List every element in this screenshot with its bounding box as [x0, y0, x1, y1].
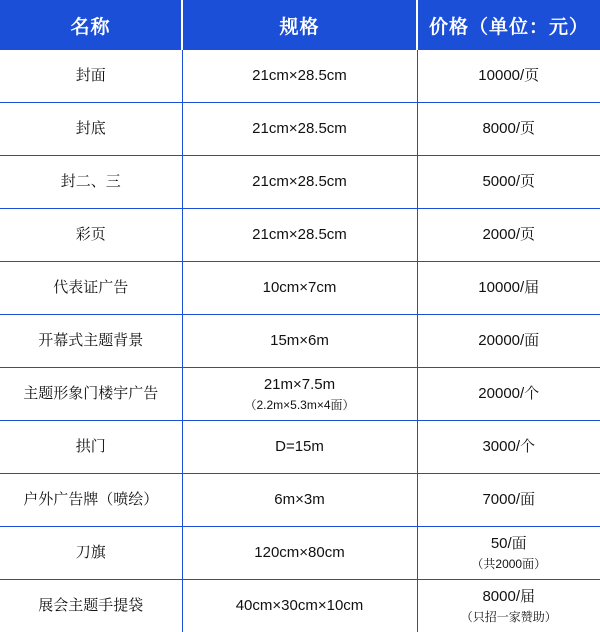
cell-spec-main: 21m×7.5m	[187, 375, 413, 395]
cell-price-main: 8000/页	[422, 119, 597, 139]
cell-price	[417, 527, 600, 580]
column-header-price: 价格（单位：元）	[417, 0, 600, 50]
table-row	[0, 262, 600, 315]
cell-spec-main: 21cm×28.5cm	[187, 225, 413, 245]
cell-spec-main: 10cm×7cm	[187, 278, 413, 298]
cell-spec-main: 21cm×28.5cm	[187, 119, 413, 139]
table-row	[0, 315, 600, 368]
cell-price-main: 5000/页	[422, 172, 597, 192]
cell-name: 展会主题手提袋	[0, 580, 182, 632]
cell-spec	[182, 156, 417, 209]
cell-name: 彩页	[0, 209, 182, 262]
table-row	[0, 50, 600, 103]
cell-price	[417, 421, 600, 474]
table-row	[0, 209, 600, 262]
cell-price-sub: （共2000面）	[422, 556, 597, 572]
cell-price-main: 3000/个	[422, 437, 597, 457]
cell-price	[417, 103, 600, 156]
table-row	[0, 580, 600, 632]
cell-price-main: 2000/页	[422, 225, 597, 245]
table-row	[0, 527, 600, 580]
cell-spec	[182, 262, 417, 315]
table-row	[0, 156, 600, 209]
cell-price-main: 10000/页	[422, 66, 597, 86]
cell-spec	[182, 527, 417, 580]
cell-name: 代表证广告	[0, 262, 182, 315]
cell-price	[417, 474, 600, 527]
cell-spec-main: 21cm×28.5cm	[187, 172, 413, 192]
cell-spec	[182, 50, 417, 103]
table-row	[0, 421, 600, 474]
cell-spec-main: 120cm×80cm	[187, 543, 413, 563]
cell-spec	[182, 103, 417, 156]
cell-price	[417, 50, 600, 103]
cell-name: 封二、三	[0, 156, 182, 209]
cell-spec	[182, 580, 417, 632]
table-body	[0, 50, 600, 632]
table-row	[0, 368, 600, 421]
cell-price-sub: （只招一家赞助）	[422, 609, 597, 625]
cell-name: 封底	[0, 103, 182, 156]
cell-spec	[182, 209, 417, 262]
cell-spec	[182, 474, 417, 527]
column-header-spec: 规格	[182, 0, 417, 50]
cell-price	[417, 209, 600, 262]
cell-spec-sub: （2.2m×5.3m×4面）	[187, 397, 413, 413]
cell-price	[417, 262, 600, 315]
cell-name: 户外广告牌（喷绘）	[0, 474, 182, 527]
cell-name: 开幕式主题背景	[0, 315, 182, 368]
cell-price-main: 50/面	[422, 534, 597, 554]
cell-price	[417, 368, 600, 421]
table-row	[0, 474, 600, 527]
cell-price-main: 20000/面	[422, 331, 597, 351]
header-row	[0, 0, 600, 50]
column-header-name: 名称	[0, 0, 182, 50]
cell-spec	[182, 368, 417, 421]
cell-price-main: 20000/个	[422, 384, 597, 404]
cell-price-main: 10000/届	[422, 278, 597, 298]
cell-price	[417, 156, 600, 209]
cell-name: 拱门	[0, 421, 182, 474]
cell-spec-main: 40cm×30cm×10cm	[187, 596, 413, 616]
cell-spec-main: 21cm×28.5cm	[187, 66, 413, 86]
table-row	[0, 103, 600, 156]
cell-price-main: 8000/届	[422, 587, 597, 607]
cell-spec-main: 6m×3m	[187, 490, 413, 510]
cell-spec-main: 15m×6m	[187, 331, 413, 351]
cell-spec	[182, 421, 417, 474]
cell-price	[417, 315, 600, 368]
cell-price	[417, 580, 600, 632]
table-header	[0, 0, 600, 50]
cell-spec	[182, 315, 417, 368]
cell-price-main: 7000/面	[422, 490, 597, 510]
cell-name: 刀旗	[0, 527, 182, 580]
cell-name: 主题形象门楼宇广告	[0, 368, 182, 421]
cell-spec-main: D=15m	[187, 437, 413, 457]
cell-name: 封面	[0, 50, 182, 103]
